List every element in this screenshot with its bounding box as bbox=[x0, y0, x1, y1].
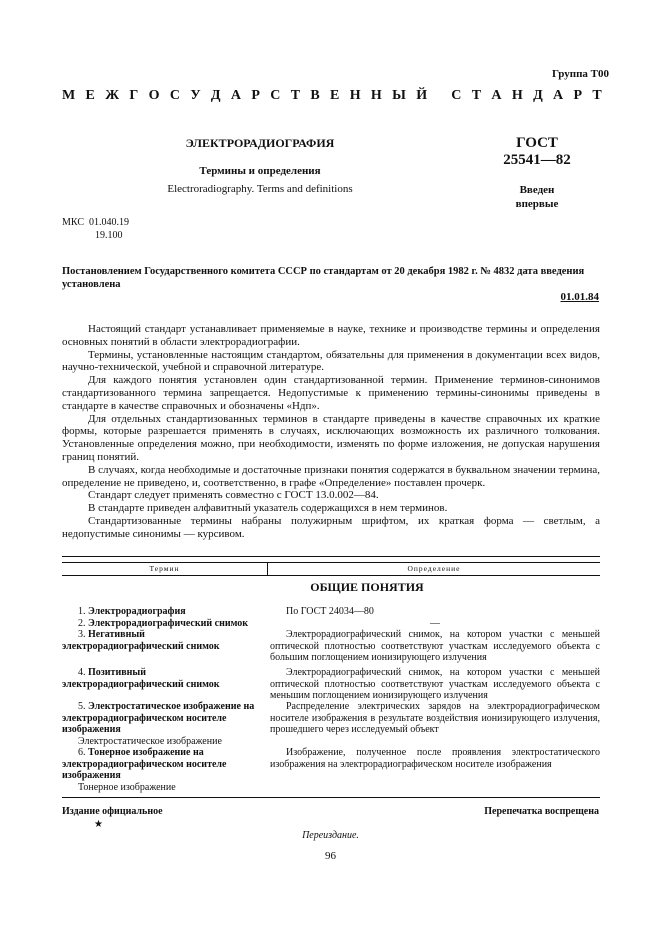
page-number: 96 bbox=[325, 850, 336, 862]
banner-letter: А bbox=[491, 88, 502, 103]
term-name: Электрорадиография bbox=[88, 606, 186, 617]
banner-letter: Р bbox=[573, 88, 583, 103]
banner-letter: М bbox=[62, 88, 76, 103]
banner-letter: Г bbox=[129, 88, 139, 103]
banner-letter: А bbox=[553, 88, 564, 103]
group-code: Группа Т00 bbox=[551, 68, 609, 80]
term-entry: 3. Негативный электрорадиографический снимок bbox=[62, 629, 220, 652]
official-edition: Издание официальное bbox=[62, 806, 163, 817]
reprint-notice: Перепечатка воспрещена bbox=[484, 806, 599, 817]
paragraph: В стандарте приведен алфавитный указатель содержащихся в нем терминов. bbox=[88, 502, 448, 515]
banner-letter: Е bbox=[85, 88, 95, 103]
standard-banner bbox=[62, 88, 602, 104]
banner-letter: Т bbox=[592, 88, 602, 103]
term-short-form: Тонерное изображение bbox=[78, 781, 176, 793]
banner-letter: Й bbox=[416, 88, 428, 103]
gost-number: 25541—82 bbox=[503, 152, 571, 168]
banner-letter: Д bbox=[533, 88, 543, 103]
reissue-note: Переиздание. bbox=[302, 830, 359, 841]
table-header bbox=[62, 562, 600, 576]
star-icon: ★ bbox=[94, 819, 103, 830]
term-entry: 1. Электрорадиография bbox=[78, 606, 186, 617]
mks-label: МКС bbox=[62, 217, 84, 228]
column-header-definition: Определение bbox=[407, 564, 461, 573]
banner-letter: О bbox=[148, 88, 160, 103]
term-entry: 6. Тонерное изображение на электрорадиографическом носителе изображения Тонерное изображение bbox=[62, 747, 262, 793]
mks-classification bbox=[62, 216, 129, 242]
document-title: ЭЛЕКТРОРАДИОГРАФИЯ bbox=[185, 136, 335, 150]
decree-date: 01.01.84 bbox=[560, 291, 599, 303]
banner-letter: С bbox=[270, 88, 281, 103]
banner-letter: Ы bbox=[392, 88, 406, 103]
term-short-form: Электростатическое изображение bbox=[78, 735, 222, 747]
banner-letter: Р bbox=[251, 88, 260, 103]
term-name: Позитивный электрорадиографический снимок bbox=[62, 667, 220, 690]
paragraph: Настоящий стандарт устанавливает применяемые в науке, технике и производстве термины и определения основных понятий в области электрорадиографии. bbox=[62, 323, 600, 348]
banner-letter: А bbox=[230, 88, 242, 103]
mks-code-2: 19.100 bbox=[95, 230, 123, 241]
document-subtitle: Термины и определения bbox=[199, 165, 321, 177]
banner-letter: Т bbox=[471, 88, 482, 103]
banner-letter: Н bbox=[370, 88, 382, 103]
introduced-line1: Введен bbox=[519, 184, 555, 196]
introduced-note bbox=[497, 183, 577, 211]
introduced-line2: впервые bbox=[515, 198, 559, 210]
gost-designation bbox=[497, 135, 577, 169]
definition-text: Распределение электрических зарядов на электрорадиографическом носителе изображения в результате воздействия ионизирующего излучения, прошедшего через исследуемый объект bbox=[270, 701, 600, 735]
gost-label: ГОСТ bbox=[516, 135, 558, 151]
footer-rule bbox=[62, 797, 600, 798]
banner-letter: С bbox=[451, 88, 462, 103]
banner-letter: Д bbox=[210, 88, 221, 103]
column-header-term: Термин bbox=[149, 564, 180, 573]
decree-text: Постановлением Государственного комитета СССР по стандартам от 20 декабря 1982 г. № 4832 дата введения установлена bbox=[62, 266, 585, 290]
banner-letter: С bbox=[169, 88, 180, 103]
banner-letter: Е bbox=[330, 88, 340, 103]
banner-letter: У bbox=[190, 88, 201, 103]
banner-letter: Н bbox=[511, 88, 523, 103]
paragraph: Стандартизованные термины набраны полужирным шрифтом, их краткая форма — светлым, а недопустимые синонимы — курсивом. bbox=[62, 514, 600, 540]
definition-text: — bbox=[430, 617, 440, 629]
term-entry: 5. Электростатическое изображение на электрорадиографическом носителе изображения Электростатическое изображение bbox=[62, 701, 262, 747]
definition-text: Изображение, полученное после проявления электростатического изображения на электрорадиографическом носителе изображения bbox=[270, 747, 600, 770]
term-name: Тонерное изображение на электрорадиографическом носителе изображения bbox=[62, 747, 227, 781]
term-name: Негативный электрорадиографический снимок bbox=[62, 629, 220, 652]
banner-letter: Т bbox=[290, 88, 301, 103]
definition-text: По ГОСТ 24034—80 bbox=[286, 606, 374, 617]
section-heading bbox=[62, 580, 600, 595]
banner-letter: Ж bbox=[105, 88, 120, 103]
paragraph: Стандарт следует применять совместно с ГОСТ 13.0.002—84. bbox=[88, 489, 379, 502]
paragraph: Для каждого понятия установлен один стандартизованной термин. Применение терминов-синонимов стандартизованного термина запрещается. Недопустимые к применению термины-синонимы приведены в стандарте в качестве справочных и обозначены «Ндп». bbox=[62, 374, 600, 412]
term-entry: 4. Позитивный электрорадиографический снимок bbox=[62, 667, 220, 690]
banner-letter: В bbox=[310, 88, 320, 103]
paragraph: В случаях, когда необходимые и достаточные признаки понятия содержатся в буквальном значении термина, определение не приведено, и, соответственно, в графе «Определение» поставлен прочерк. bbox=[62, 463, 600, 489]
term-name: Электростатическое изображение на электрорадиографическом носителе изображения bbox=[62, 701, 255, 735]
term-name: Электрорадиографический снимок bbox=[88, 617, 249, 629]
document-title-english: Electroradiography. Terms and definitions bbox=[167, 183, 353, 195]
section-title: ОБЩИЕ ПОНЯТИЯ bbox=[310, 580, 424, 594]
paragraph: Для отдельных стандартизованных терминов в стандарте приведены в качестве справочных их краткие формы, которые разрешается применять в случаях, исключающих возможность их различного толкования. Установленные определения можно, при необходимости, изменять по форме изложения, не допуская нарушения границ понятий. bbox=[62, 412, 600, 463]
term-entry: 2. Электрорадиографический снимок bbox=[78, 617, 249, 629]
introduction-body bbox=[62, 323, 600, 541]
mks-code-1: 01.040.19 bbox=[88, 217, 129, 228]
banner-letter bbox=[437, 88, 441, 104]
paragraph: Термины, установленные настоящим стандартом, обязательны для применения в документации всех видов, научно-технической, учебной и справочной литературе. bbox=[62, 348, 600, 374]
definition-text: Электрорадиографический снимок, на котором участки с меньшей оптической плотностью соответствуют участкам исследуемого объекта с меньшим поглощением ионизирующего излучения bbox=[270, 667, 600, 701]
definition-text: Электрорадиографический снимок, на котором участки с меньшей оптической плотностью соответствуют участкам исследуемого объекта с большим поглощением ионизирующего излучения bbox=[270, 629, 600, 663]
table-top-rule bbox=[62, 556, 600, 557]
banner-letter: Н bbox=[349, 88, 361, 103]
